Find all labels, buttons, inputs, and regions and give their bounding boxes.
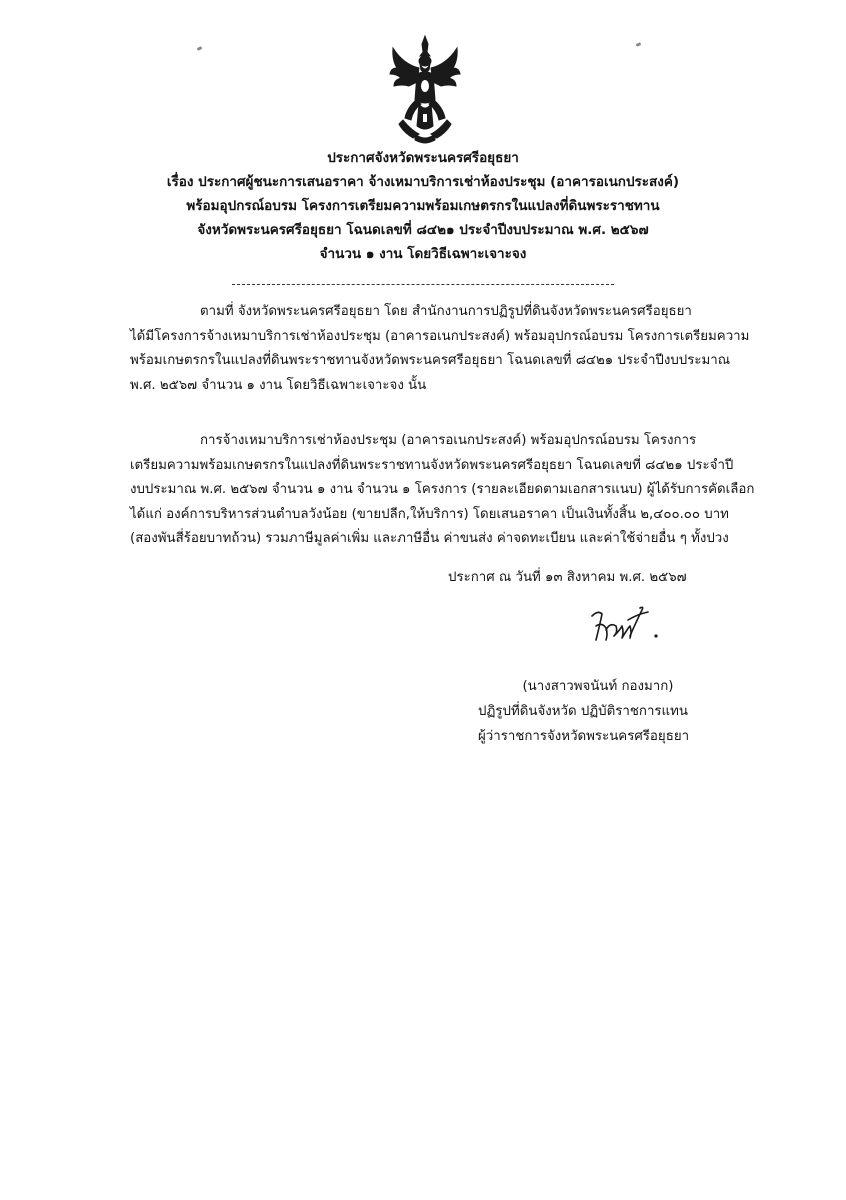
announcement-title: ประกาศจังหวัดพระนครศรีอยุธยา xyxy=(327,150,519,166)
announcement-subject: เรื่อง ประกาศผู้ชนะการเสนอราคา จ้างเหมาบริการเช่าห้องประชุม (อาคารอเนกประสงค์) xyxy=(166,174,680,190)
paragraph-line: ได้แก่ องค์การบริหารส่วนตำบลวังน้อย (ขายปลีก,ให้บริการ) โดยเสนอราคา เป็นเงินทั้งสิ้น ๒,๔๐๐.๐๐ บาท xyxy=(130,506,729,522)
announcement-header xyxy=(100,146,746,266)
scan-speck xyxy=(636,42,642,47)
scan-speck xyxy=(197,46,203,51)
announcement-date: ประกาศ ณ วันที่ ๑๓ สิงหาคม พ.ศ. ๒๕๖๗ xyxy=(448,570,687,585)
header-divider xyxy=(232,284,614,285)
announcement-subject-cont: จำนวน ๑ งาน โดยวิธีเฉพาะเจาะจง xyxy=(319,246,527,262)
body-paragraph-1 xyxy=(130,300,760,398)
paragraph-line: การจ้างเหมาบริการเช่าห้องประชุม (อาคารอเนกประสงค์) พร้อมอุปกรณ์อบรม โครงการ xyxy=(200,433,697,448)
paragraph-line: งบประมาณ พ.ศ. ๒๕๖๗ จำนวน ๑ งาน จำนวน ๑ โครงการ (รายละเอียดตามเอกสารแนบ) ผู้ได้รับการคัดเลือก xyxy=(130,482,755,497)
body-paragraph-2 xyxy=(130,429,760,552)
announcement-subject-cont: จังหวัดพระนครศรีอยุธยา โฉนดเลขที่ ๘๔๒๑ ประจำปีงบประมาณ พ.ศ. ๒๕๖๗ xyxy=(197,222,649,238)
paragraph-line: เตรียมความพร้อมเกษตรกรในแปลงที่ดินพระราชทานจังหวัดพระนครศรีอยุธยา โฉนดเลขที่ ๘๔๒๑ ประจำปี xyxy=(130,457,734,473)
signatory-position: ปฏิรูปที่ดินจังหวัด ปฏิบัติราชการแทน xyxy=(478,704,688,719)
paragraph-line: ได้มีโครงการจ้างเหมาบริการเช่าห้องประชุม (อาคารอเนกประสงค์) พร้อมอุปกรณ์อบรม โครงการเตรียมความ xyxy=(130,328,750,344)
paragraph-line: พ.ศ. ๒๕๖๗ จำนวน ๑ งาน โดยวิธีเฉพาะเจาะจง นั้น xyxy=(130,377,427,393)
announcement-subject-cont: พร้อมอุปกรณ์อบรม โครงการเตรียมความพร้อมเกษตรกรในแปลงที่ดินพระราชทาน xyxy=(186,198,660,214)
handwritten-signature xyxy=(588,600,662,648)
paragraph-line: พร้อมเกษตรกรในแปลงที่ดินพระราชทานจังหวัดพระนครศรีอยุธยา โฉนดเลขที่ ๘๔๒๑ ประจำปีงบประมาณ xyxy=(130,353,731,368)
garuda-emblem-icon xyxy=(389,34,461,146)
paragraph-line: (สองพันสี่ร้อยบาทถ้วน) รวมภาษีมูลค่าเพิ่ม และภาษีอื่น ค่าขนส่ง ค่าจดทะเบียน และค่าใช้จ่ายอื่น ๆ ทั้งปวง xyxy=(130,531,729,546)
signatory-position: ผู้ว่าราชการจังหวัดพระนครศรีอยุธยา xyxy=(478,729,690,744)
paragraph-line: ตามที่ จังหวัดพระนครศรีอยุธยา โดย สำนักงานการปฏิรูปที่ดินจังหวัดพระนครศรีอยุธยา xyxy=(200,304,692,319)
signatory-name: (นางสาวพจนันท์ กองมาก) xyxy=(522,679,674,694)
signatory-block xyxy=(478,674,718,749)
